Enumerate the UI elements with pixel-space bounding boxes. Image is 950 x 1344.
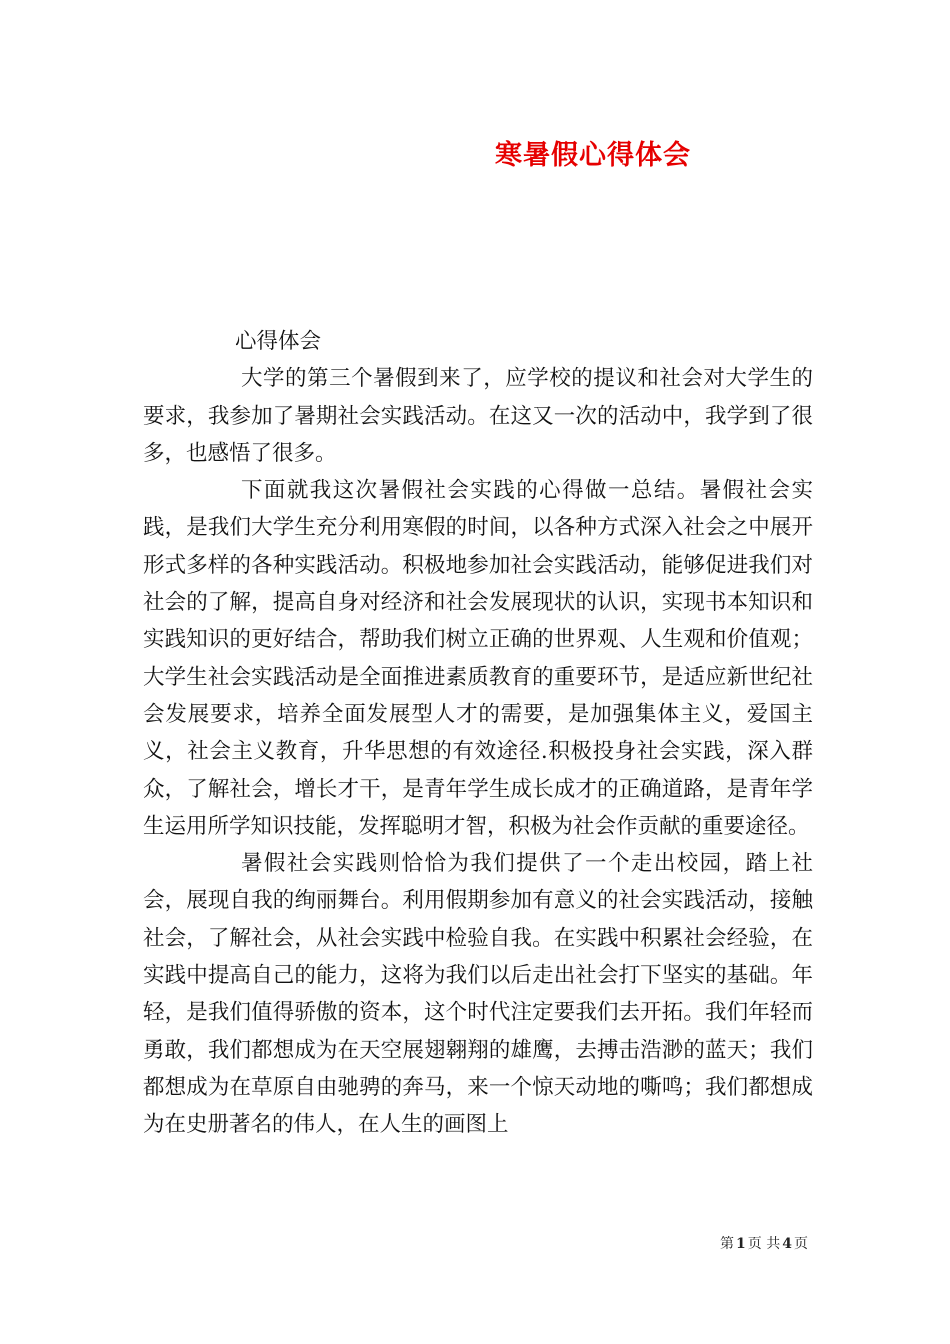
paragraph-2: 下面就我这次暑假社会实践的心得做一总结。暑假社会实践，是我们大学生充分利用寒假的时间，以各种方式深入社会之中展开形式多样的各种实践活动。积极地参加社会实践活动，能够促进我们对社会的了解，提高自身对经济和社会发展现状的认识，实现书本知识和实践知识的更好结合，帮助我们树立正确的世界观、人生观和价值观；大学生社会实践活动是全面推进素质教育的重要环节，是适应新世纪社会发展要求，培养全面发展型人才的需要，是加强集体主义，爱国主义，社会主义教育，升华思想的有效途径.积极投身社会实践，深入群众，了解社会，增长才干，是青年学生成长成才的正确道路，是青年学生运用所学知识技能，发挥聪明才智，积极为社会作贡献的重要途径。 — [143, 478, 813, 839]
footer-middle: 页 共 — [747, 1236, 781, 1252]
paragraph-3: 暑假社会实践则恰恰为我们提供了一个走出校园，踏上社会，展现自我的绚丽舞台。利用假期参加有意义的社会实践活动，接触社会，了解社会，从社会实践中检验自我。在实践中积累社会经验，在实践中提高自己的能力，这将为我们以后走出社会打下坚实的基础。年轻，是我们值得骄傲的资本，这个时代注定要我们去开拓。我们年轻而勇敢，我们都想成为在天空展翅翱翔的雄鹰，去搏击浩渺的蓝天；我们都想成为在草原自由驰骋的奔马，来一个惊天动地的嘶鸣；我们都想成为在史册著名的伟人，在人生的画图上 — [143, 851, 813, 1138]
page-footer — [0, 1233, 808, 1253]
paragraph-1: 大学的第三个暑假到来了，应学校的提议和社会对大学生的要求，我参加了暑期社会实践活动。在这又一次的活动中，我学到了很多，也感悟了很多。 — [143, 366, 813, 466]
document-body — [143, 323, 813, 1144]
total-page-number: 4 — [782, 1236, 792, 1252]
document-title: 寒暑假心得体会 — [495, 140, 691, 171]
current-page-number: 1 — [736, 1236, 746, 1252]
footer-suffix: 页 — [794, 1236, 808, 1252]
footer-prefix: 第 — [720, 1236, 735, 1252]
section-subheading: 心得体会 — [235, 329, 322, 354]
